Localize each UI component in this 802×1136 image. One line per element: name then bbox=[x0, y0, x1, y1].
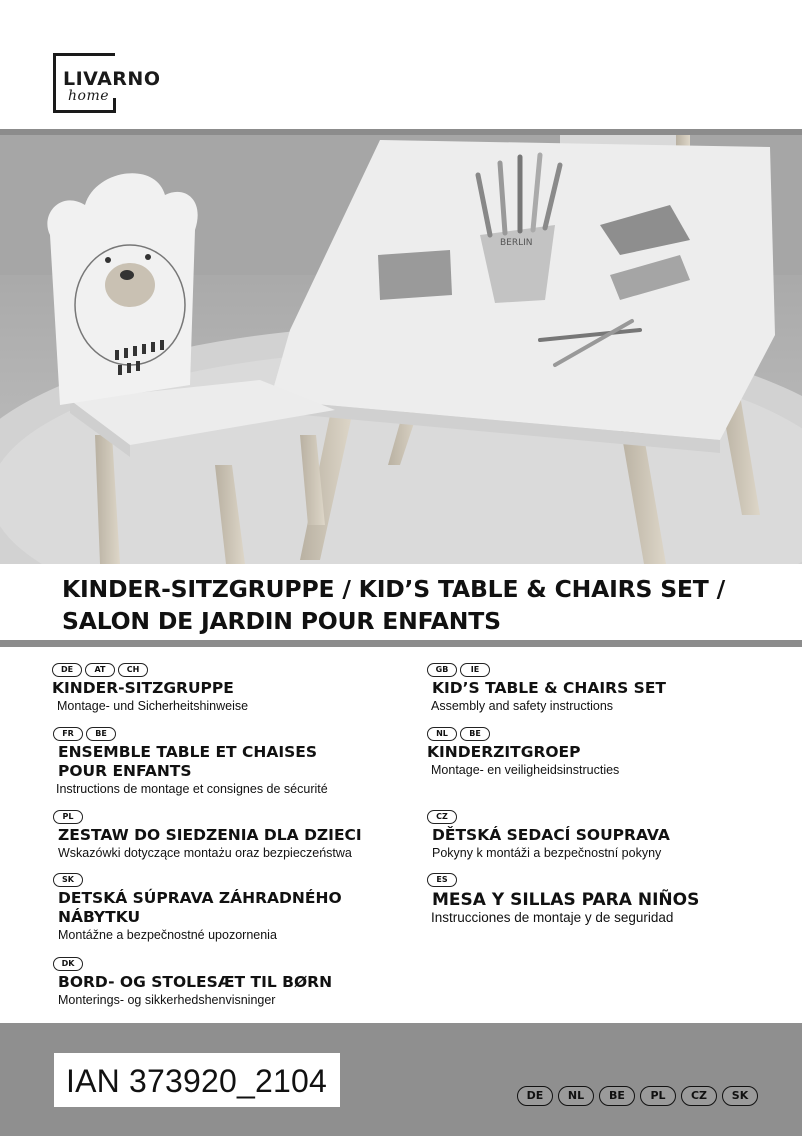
lang-subtitle: Wskazówki dotyczące montażu oraz bezpieczeństwa bbox=[58, 846, 352, 860]
country-code-badge: BE bbox=[460, 727, 490, 741]
country-code-badge: PL bbox=[53, 810, 83, 824]
footer-country-badge: NL bbox=[558, 1086, 594, 1106]
lang-title: KINDER-SITZGRUPPE bbox=[52, 679, 234, 697]
flag-group bbox=[53, 727, 353, 741]
lang-subtitle: Assembly and safety instructions bbox=[431, 699, 614, 713]
footer-country-codes bbox=[517, 1086, 758, 1106]
footer-country-badge: BE bbox=[599, 1086, 635, 1106]
lang-subtitle: Pokyny k montáži a bezpečnostní pokyny bbox=[432, 846, 662, 860]
title-line-1: KINDER-SITZGRUPPE / KID’S TABLE & CHAIRS SET / bbox=[62, 575, 725, 603]
flag-group bbox=[427, 810, 670, 824]
country-code-badge: GB bbox=[427, 663, 457, 677]
lang-subtitle: Montážne a bezpečnostné upozornenia bbox=[58, 928, 277, 942]
lang-block-dk bbox=[53, 957, 332, 1008]
country-code-badge: FR bbox=[53, 727, 83, 741]
lang-block-de bbox=[52, 663, 248, 714]
lang-block-es bbox=[427, 873, 699, 926]
footer-country-badge: SK bbox=[722, 1086, 758, 1106]
country-code-badge: CH bbox=[118, 663, 148, 677]
country-code-badge: DK bbox=[53, 957, 83, 971]
footer-country-badge: PL bbox=[640, 1086, 676, 1106]
page-title bbox=[62, 573, 802, 637]
flag-group bbox=[53, 873, 383, 887]
lang-subtitle: Montage- en veiligheidsinstructies bbox=[431, 763, 620, 777]
brand-name: LIVARNO bbox=[63, 68, 161, 90]
lang-block-sk bbox=[53, 873, 383, 943]
lang-title: DETSKÁ SÚPRAVA ZÁHRADNÉHO NÁBYTKU bbox=[58, 889, 342, 926]
tin-label: BERLIN bbox=[500, 238, 533, 248]
lang-title: MESA Y SILLAS PARA NIÑOS bbox=[432, 890, 700, 910]
lang-title: BORD- OG STOLESÆT TIL BØRN bbox=[58, 973, 333, 991]
lang-block-nl bbox=[427, 727, 619, 778]
lang-subtitle: Instructions de montage et consignes de sécurité bbox=[56, 782, 328, 796]
country-code-badge: AT bbox=[85, 663, 115, 677]
flag-group bbox=[53, 957, 332, 971]
lang-title: ENSEMBLE TABLE ET CHAISES POUR ENFANTS bbox=[58, 743, 318, 780]
lang-title: DĚTSKÁ SEDACÍ SOUPRAVA bbox=[432, 826, 670, 844]
lang-block-fr bbox=[53, 727, 353, 797]
country-code-badge: IE bbox=[460, 663, 490, 677]
lang-title: KID’S TABLE & CHAIRS SET bbox=[432, 679, 666, 697]
footer-country-badge: CZ bbox=[681, 1086, 717, 1106]
lang-subtitle: Monterings- og sikkerhedshenvisninger bbox=[58, 993, 276, 1007]
title-divider bbox=[0, 640, 802, 647]
country-code-badge: SK bbox=[53, 873, 83, 887]
lang-block-gb bbox=[427, 663, 666, 714]
country-code-badge: DE bbox=[52, 663, 82, 677]
brand-logo-bar bbox=[113, 98, 116, 113]
title-line-2: SALON DE JARDIN POUR ENFANTS bbox=[62, 607, 501, 635]
flag-group bbox=[427, 727, 619, 741]
country-code-badge: ES bbox=[427, 873, 457, 887]
ian-number: IAN 373920_2104 bbox=[66, 1063, 327, 1099]
country-code-badge: CZ bbox=[427, 810, 457, 824]
lang-title: ZESTAW DO SIEDZENIA DLA DZIECI bbox=[58, 826, 362, 844]
product-photo bbox=[0, 135, 802, 564]
flag-group bbox=[52, 663, 248, 677]
brand-sub: home bbox=[68, 88, 110, 104]
footer-country-badge: DE bbox=[517, 1086, 553, 1106]
lang-subtitle: Montage- und Sicherheitshinweise bbox=[57, 699, 249, 713]
lang-title: KINDERZITGROEP bbox=[427, 743, 581, 761]
country-code-badge: BE bbox=[86, 727, 116, 741]
lang-subtitle: Instrucciones de montaje y de seguridad bbox=[431, 910, 674, 925]
flag-group bbox=[427, 873, 699, 887]
lang-block-cz bbox=[427, 810, 670, 861]
flag-group bbox=[427, 663, 666, 677]
country-code-badge: NL bbox=[427, 727, 457, 741]
flag-group bbox=[53, 810, 362, 824]
lang-block-pl bbox=[53, 810, 362, 861]
